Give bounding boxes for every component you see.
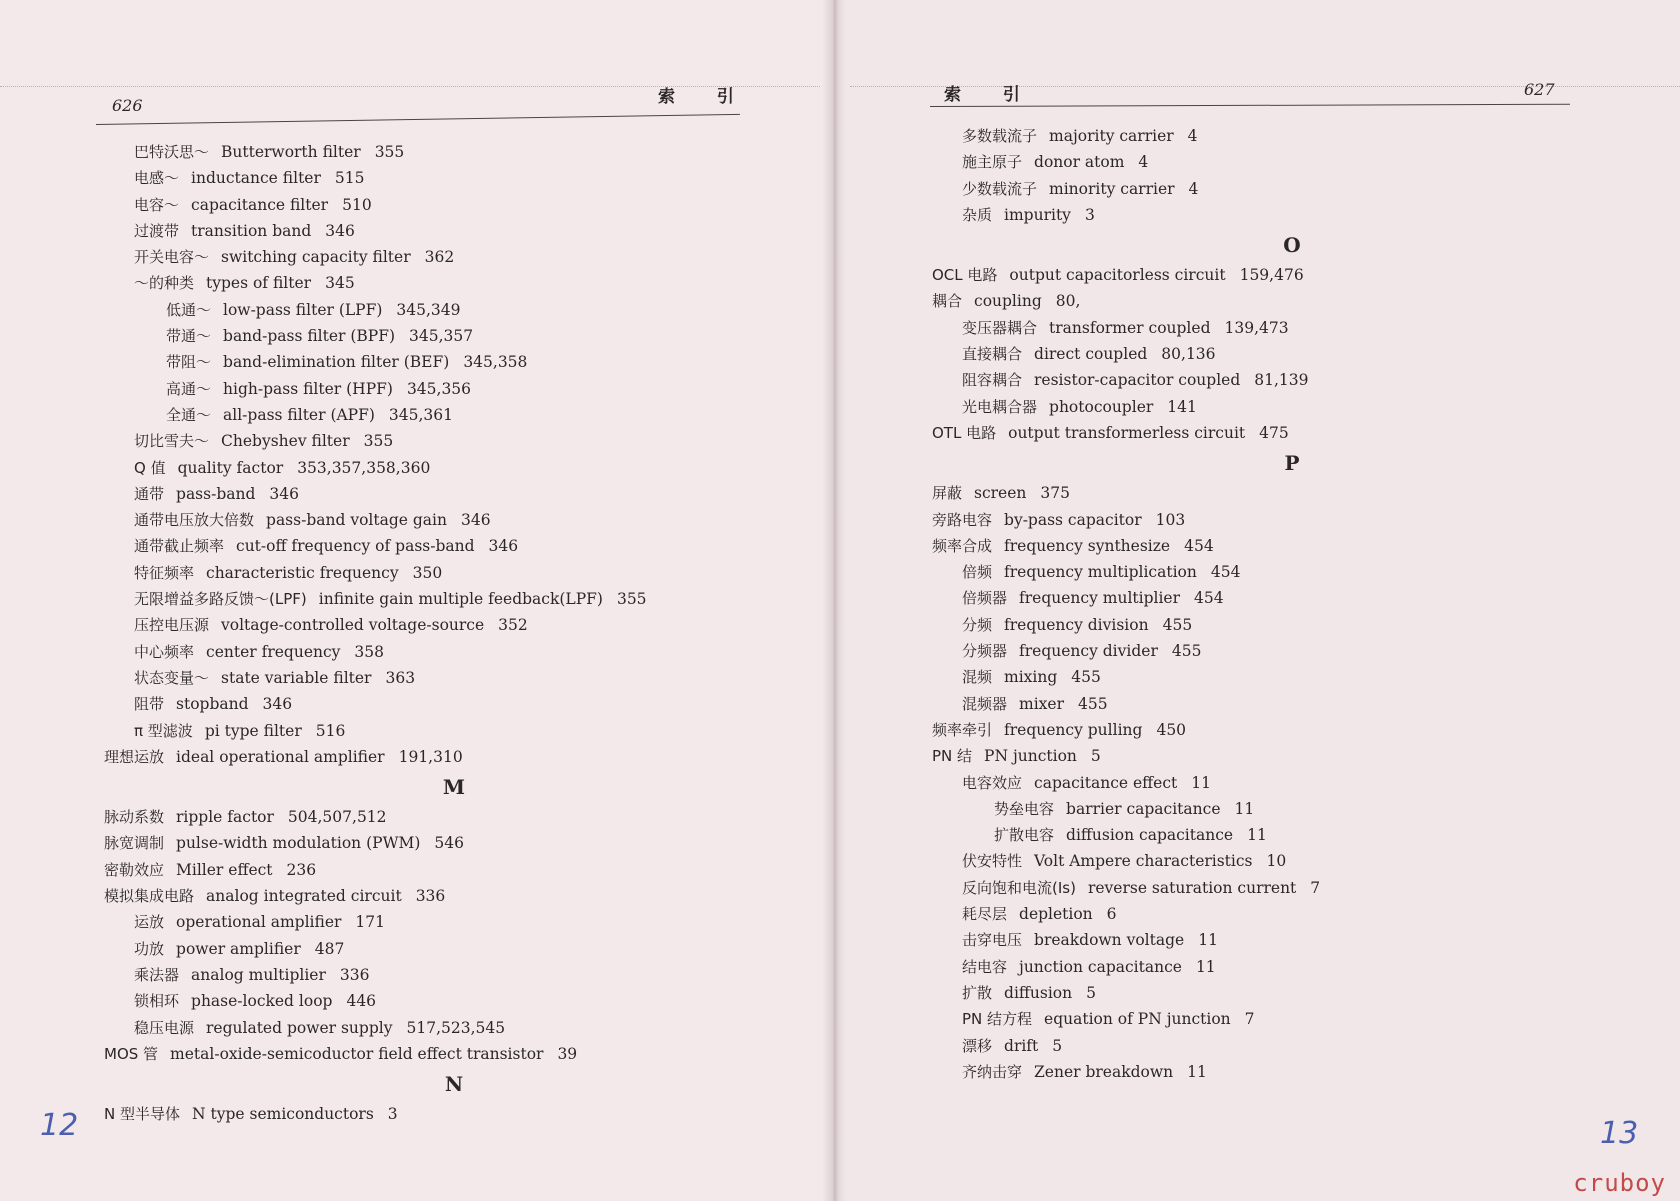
index-term-chinese: 齐纳击穿 — [962, 1062, 1023, 1081]
index-entry — [932, 123, 1652, 149]
index-term-english: analog multiplier — [191, 965, 326, 984]
index-term-chinese: 多数载流子 — [962, 127, 1038, 145]
index-term-chinese: 少数载流子 — [962, 179, 1038, 198]
index-entry — [104, 244, 804, 270]
index-term-english: Zener breakdown — [1034, 1062, 1174, 1081]
index-entry — [932, 612, 1652, 638]
index-term-english: reverse saturation current — [1087, 878, 1297, 897]
index-term-chinese: 状态变量～ — [134, 668, 210, 687]
index-page-refs: 355 — [363, 432, 394, 451]
index-term-chinese: 巴特沃思～ — [134, 143, 210, 161]
index-term-chinese: 电容效应 — [962, 773, 1023, 792]
index-entry — [932, 691, 1652, 717]
index-term-english: resistor-capacitor coupled — [1034, 371, 1241, 390]
index-entry — [104, 612, 804, 638]
index-page-refs: 475 — [1259, 423, 1289, 442]
index-term-english: characteristic frequency — [206, 563, 399, 582]
index-term-chinese: 光电耦合器 — [962, 397, 1038, 416]
section-letter: N — [444, 1072, 464, 1097]
index-page-refs: 4 — [1138, 153, 1149, 172]
index-term-english: Butterworth filter — [221, 143, 361, 161]
index-entry — [932, 901, 1652, 927]
index-entry — [104, 349, 804, 375]
index-page-refs: 487 — [314, 939, 345, 958]
index-page-refs: 5 — [1090, 747, 1101, 766]
index-entry — [932, 341, 1652, 367]
index-page-refs: 346 — [269, 484, 299, 503]
index-entry — [104, 665, 804, 691]
index-term-english: mixer — [1019, 694, 1064, 713]
index-term-chinese: 中心频率 — [134, 642, 195, 661]
index-term-chinese: 理想运放 — [104, 747, 165, 766]
index-term-english: Miller effect — [176, 860, 273, 879]
index-page-refs: 454 — [1210, 563, 1241, 582]
index-term-english: band-pass filter (BPF) — [223, 327, 396, 346]
index-term-english: by-pass capacitor — [1004, 510, 1142, 529]
index-page-refs: 11 — [1198, 931, 1218, 950]
index-page-refs: 346 — [262, 695, 293, 714]
index-entry — [932, 315, 1652, 341]
index-term-english: ripple factor — [176, 808, 274, 827]
index-term-english: frequency synthesize — [1004, 536, 1171, 555]
index-entry — [104, 376, 804, 402]
left-running-header: 索 引 — [658, 87, 752, 107]
index-page-refs: 345,357 — [409, 327, 474, 346]
index-term-chinese: 带通～ — [166, 327, 212, 346]
index-term-chinese: 通带截止频率 — [134, 537, 225, 556]
index-entry — [104, 857, 804, 883]
index-page-refs: 80, — [1055, 292, 1081, 311]
index-term-chinese: 击穿电压 — [962, 931, 1023, 950]
index-page-refs: 346 — [488, 537, 519, 556]
index-page-refs: 455 — [1162, 615, 1193, 634]
index-term-english: junction capacitance — [1019, 957, 1182, 976]
index-page-refs: 352 — [498, 616, 528, 635]
index-term-chinese: π 型滤波 — [134, 721, 193, 740]
index-page-refs: 345,356 — [406, 379, 472, 398]
index-term-chinese: 旁路电容 — [932, 510, 993, 529]
index-page-refs: 358 — [354, 642, 385, 661]
index-term-chinese: 扩散电容 — [994, 826, 1055, 845]
index-term-english: frequency division — [1004, 615, 1149, 634]
index-page-refs: 504,507,512 — [287, 808, 387, 827]
index-term-chinese: 结电容 — [962, 957, 1008, 976]
index-term-chinese: PN 结 — [932, 747, 973, 766]
index-term-chinese: 电容～ — [134, 195, 180, 214]
index-page-refs: 103 — [1155, 510, 1186, 529]
index-entry — [932, 717, 1652, 743]
index-term-chinese: 模拟集成电路 — [104, 887, 195, 906]
index-term-english: switching capacity filter — [221, 248, 411, 267]
index-page-refs: 3 — [387, 1105, 398, 1124]
index-entry — [932, 559, 1652, 585]
index-entry — [104, 586, 804, 612]
index-term-english: impurity — [1004, 205, 1071, 224]
index-term-chinese: 通带电压放大倍数 — [134, 511, 255, 530]
index-term-english: ideal operational amplifier — [176, 747, 385, 766]
index-term-english: capacitance filter — [191, 195, 329, 214]
left-page-number: 626 — [112, 96, 143, 115]
index-entry — [104, 165, 804, 191]
index-entry — [932, 420, 1652, 446]
index-page-refs: 171 — [355, 913, 386, 932]
index-page-refs: 517,523,545 — [406, 1018, 506, 1037]
index-term-chinese: ～的种类 — [134, 274, 195, 293]
index-page-refs: 455 — [1171, 642, 1202, 661]
index-term-chinese: 低通～ — [166, 300, 212, 319]
index-term-english: center frequency — [206, 642, 341, 661]
index-term-english: donor atom — [1034, 153, 1125, 172]
index-term-chinese: 电感～ — [134, 169, 180, 188]
index-term-chinese: 功放 — [134, 939, 165, 958]
index-term-english: majority carrier — [1049, 127, 1174, 145]
index-entry — [104, 507, 804, 533]
index-term-chinese: 分频 — [962, 615, 993, 634]
index-page-refs: 450 — [1156, 720, 1187, 739]
index-term-english: PN junction — [984, 747, 1077, 766]
index-entry — [932, 367, 1652, 393]
index-page-refs: 355 — [616, 590, 647, 609]
index-page-refs: 11 — [1191, 773, 1211, 792]
index-page-refs: 362 — [424, 248, 455, 267]
index-term-english: output capacitorless circuit — [1009, 266, 1226, 285]
index-page-refs: 4 — [1187, 127, 1198, 145]
index-term-chinese: 锁相环 — [134, 992, 180, 1011]
index-page-refs: 80,136 — [1161, 345, 1216, 364]
index-entry — [104, 323, 804, 349]
index-page-refs: 139,473 — [1224, 318, 1289, 337]
index-entry — [104, 297, 804, 323]
index-term-english: voltage-controlled voltage-source — [221, 616, 485, 635]
index-term-chinese: 脉动系数 — [104, 808, 165, 827]
index-term-english: infinite gain multiple feedback(LPF) — [318, 590, 603, 609]
index-page-refs: 353,357,358,360 — [297, 458, 431, 477]
index-term-english: transition band — [191, 221, 312, 240]
index-entry — [932, 638, 1652, 664]
index-entry — [932, 980, 1652, 1006]
index-term-chinese: 漂移 — [962, 1036, 993, 1055]
index-entry — [104, 533, 804, 559]
index-page-refs: 363 — [385, 668, 416, 687]
left-index-list — [104, 139, 804, 1127]
index-entry — [104, 455, 804, 481]
index-term-english: types of filter — [206, 274, 312, 293]
index-entry — [104, 718, 804, 744]
index-page-refs: 11 — [1195, 957, 1216, 976]
index-entry — [932, 954, 1652, 980]
index-page-refs: 11 — [1187, 1062, 1207, 1081]
index-entry — [932, 507, 1652, 533]
index-page-refs: 11 — [1247, 826, 1267, 845]
index-page-refs: 7 — [1310, 878, 1321, 897]
index-term-english: photocoupler — [1049, 397, 1154, 416]
index-term-english: capacitance effect — [1034, 773, 1178, 792]
index-entry — [932, 743, 1652, 769]
index-page-refs: 336 — [415, 887, 446, 906]
index-entry — [932, 262, 1652, 288]
section-letter: M — [442, 775, 466, 800]
index-page-refs: 345,361 — [388, 405, 454, 424]
index-term-english: minority carrier — [1049, 179, 1175, 198]
index-entry — [104, 639, 804, 665]
index-entry — [104, 691, 804, 717]
index-term-chinese: 倍频 — [962, 563, 993, 582]
index-term-english: drift — [1004, 1036, 1039, 1055]
index-term-english: metal-oxide-semicoductor field effect transistor — [170, 1044, 544, 1063]
index-term-english: N type semiconductors — [192, 1105, 374, 1124]
index-term-chinese: 混频器 — [962, 694, 1008, 713]
right-running-header: 索 引 — [944, 85, 1038, 105]
left-handwritten-mark: 12 — [40, 1108, 79, 1143]
index-term-english: power amplifier — [176, 939, 301, 958]
index-page-refs: 375 — [1040, 484, 1070, 503]
index-page-refs: 454 — [1194, 589, 1224, 608]
index-term-chinese: 耦合 — [932, 292, 963, 311]
index-term-chinese: 带阻～ — [166, 353, 212, 372]
index-term-chinese: PN 结方程 — [962, 1010, 1033, 1029]
index-term-chinese: 倍频器 — [962, 589, 1008, 608]
index-term-english: diffusion — [1004, 983, 1073, 1002]
index-page-refs: 336 — [339, 965, 370, 984]
index-page-refs: 346 — [325, 221, 355, 240]
index-page-refs: 516 — [315, 721, 346, 740]
index-page-refs: 345,349 — [396, 300, 461, 319]
index-term-chinese: Q 值 — [134, 458, 166, 477]
index-term-chinese: 阻带 — [134, 695, 165, 714]
index-page-refs: 6 — [1106, 905, 1117, 924]
index-page-refs: 81,139 — [1254, 371, 1309, 390]
index-entry — [104, 428, 804, 454]
index-page-refs: 350 — [412, 563, 443, 582]
index-page-refs: 455 — [1078, 694, 1108, 713]
index-term-chinese: 屏蔽 — [932, 484, 963, 503]
index-term-chinese: 特征频率 — [134, 563, 195, 582]
index-term-english: state variable filter — [221, 668, 372, 687]
section-letter: P — [1284, 451, 1300, 476]
index-entry — [932, 202, 1652, 228]
index-term-chinese: 施主原子 — [962, 153, 1023, 172]
right-page-number: 627 — [1524, 80, 1555, 99]
index-entry — [104, 988, 804, 1014]
index-page-refs: 345 — [325, 274, 355, 293]
index-term-chinese: 压控电压源 — [134, 616, 210, 635]
index-term-english: diffusion capacitance — [1066, 826, 1234, 845]
index-entry — [104, 936, 804, 962]
index-term-chinese: 变压器耦合 — [962, 318, 1038, 337]
index-entry — [104, 481, 804, 507]
index-term-english: low-pass filter (LPF) — [223, 300, 383, 319]
right-handwritten-mark: 13 — [1600, 1116, 1639, 1151]
index-term-english: all-pass filter (APF) — [223, 405, 375, 424]
index-page-refs: 455 — [1071, 668, 1101, 687]
book-gutter — [822, 0, 846, 1201]
index-entry — [932, 176, 1652, 202]
index-term-english: pass-band voltage gain — [266, 511, 447, 530]
index-term-english: analog integrated circuit — [206, 887, 402, 906]
index-term-chinese: N 型半导体 — [104, 1105, 180, 1124]
index-entry — [932, 875, 1652, 901]
index-entry — [932, 796, 1652, 822]
index-term-chinese: 运放 — [134, 913, 165, 932]
index-term-chinese: 全通～ — [166, 405, 212, 424]
index-term-english: mixing — [1004, 668, 1058, 687]
index-term-english: frequency divider — [1019, 642, 1158, 661]
index-entry — [932, 394, 1652, 420]
scanner-watermark: cruboy — [1573, 1169, 1666, 1197]
index-term-chinese: 伏安特性 — [962, 852, 1023, 871]
index-term-chinese: 切比雪夫～ — [134, 432, 210, 451]
index-term-chinese: 无限增益多路反馈～(LPF) — [134, 590, 307, 609]
index-term-english: pulse-width modulation (PWM) — [176, 834, 421, 853]
index-entry — [104, 192, 804, 218]
index-term-chinese: 通带 — [134, 484, 165, 503]
index-entry — [104, 1041, 804, 1067]
index-term-english: regulated power supply — [206, 1018, 393, 1037]
index-entry — [932, 1033, 1652, 1059]
index-entry — [104, 962, 804, 988]
section-letter: O — [1283, 233, 1301, 258]
index-term-english: quality factor — [177, 458, 284, 477]
index-entry — [104, 909, 804, 935]
index-page-refs: 346 — [460, 511, 491, 530]
index-entry — [932, 822, 1652, 848]
index-entry — [104, 744, 804, 770]
index-term-english: breakdown voltage — [1034, 931, 1185, 950]
index-term-chinese: 分频器 — [962, 642, 1008, 661]
index-term-chinese: OCL 电路 — [932, 266, 998, 285]
index-entry — [932, 149, 1652, 175]
index-term-english: pass-band — [176, 484, 256, 503]
index-term-chinese: 高通～ — [166, 379, 212, 398]
index-term-english: stopband — [176, 695, 249, 714]
index-term-english: frequency multiplier — [1019, 589, 1181, 608]
index-entry — [104, 1101, 804, 1127]
index-term-english: transformer coupled — [1049, 318, 1211, 337]
index-term-chinese: 频率牵引 — [932, 720, 993, 739]
index-entry — [104, 270, 804, 296]
index-page-refs: 4 — [1188, 179, 1199, 198]
index-term-english: pi type filter — [204, 721, 302, 740]
index-term-chinese: 反向饱和电流(Is) — [962, 878, 1076, 897]
index-page-refs: 7 — [1244, 1010, 1255, 1029]
index-term-english: depletion — [1019, 905, 1093, 924]
index-page-refs: 39 — [557, 1044, 578, 1063]
index-term-english: frequency multiplication — [1004, 563, 1197, 582]
index-term-english: output transformerless circuit — [1008, 423, 1246, 442]
index-page-refs: 159,476 — [1239, 266, 1304, 285]
index-term-chinese: 脉宽调制 — [104, 834, 165, 853]
index-term-english: band-elimination filter (BEF) — [223, 353, 450, 372]
index-term-chinese: OTL 电路 — [932, 423, 997, 442]
index-term-english: coupling — [974, 292, 1042, 311]
index-term-chinese: 稳压电源 — [134, 1018, 195, 1037]
index-entry — [104, 804, 804, 830]
index-term-english: direct coupled — [1034, 345, 1148, 364]
index-term-english: frequency pulling — [1004, 720, 1143, 739]
index-term-english: inductance filter — [191, 169, 321, 188]
index-page-refs: 355 — [374, 143, 405, 161]
index-page-refs: 454 — [1184, 536, 1214, 555]
index-term-english: cut-off frequency of pass-band — [236, 537, 475, 556]
index-term-english: phase-locked loop — [191, 992, 333, 1011]
index-term-chinese: 乘法器 — [134, 965, 180, 984]
index-term-chinese: 耗尽层 — [962, 905, 1008, 924]
index-page-refs: 5 — [1086, 983, 1096, 1002]
right-index-list — [932, 123, 1652, 1085]
index-term-english: high-pass filter (HPF) — [223, 379, 393, 398]
index-entry — [104, 883, 804, 909]
index-page-refs: 236 — [286, 860, 317, 879]
index-entry — [932, 288, 1652, 314]
index-term-english: barrier capacitance — [1066, 799, 1221, 818]
index-entry — [932, 1059, 1652, 1085]
index-entry — [104, 1015, 804, 1041]
index-entry — [932, 927, 1652, 953]
index-term-chinese: 密勒效应 — [104, 860, 165, 879]
index-term-english: operational amplifier — [176, 913, 342, 932]
index-term-chinese: 杂质 — [962, 205, 993, 224]
index-term-chinese: 阻容耦合 — [962, 371, 1023, 390]
index-term-chinese: 频率合成 — [932, 536, 993, 555]
index-term-chinese: MOS 管 — [104, 1044, 159, 1063]
index-page-refs: 515 — [334, 169, 365, 188]
index-page-refs: 5 — [1052, 1036, 1063, 1055]
index-entry — [932, 585, 1652, 611]
index-term-english: Volt Ampere characteristics — [1034, 852, 1253, 871]
index-page-refs: 3 — [1084, 205, 1095, 224]
index-entry — [932, 533, 1652, 559]
index-page-refs: 345,358 — [463, 353, 528, 372]
index-term-english: equation of PN junction — [1044, 1010, 1231, 1029]
index-page-refs: 191,310 — [398, 747, 463, 766]
index-term-chinese: 势垒电容 — [994, 799, 1055, 818]
index-page-refs: 546 — [434, 834, 465, 853]
index-page-refs: 141 — [1167, 397, 1197, 416]
index-page-refs: 11 — [1234, 799, 1255, 818]
index-entry — [932, 770, 1652, 796]
index-entry — [104, 560, 804, 586]
index-entry — [104, 830, 804, 856]
index-entry — [932, 1006, 1652, 1032]
index-term-chinese: 开关电容～ — [134, 248, 210, 267]
index-term-chinese: 过渡带 — [134, 221, 180, 240]
index-entry — [104, 218, 804, 244]
index-page-refs: 10 — [1266, 852, 1287, 871]
index-entry — [104, 139, 804, 165]
index-entry — [932, 664, 1652, 690]
index-page-refs: 510 — [342, 195, 372, 214]
index-entry — [932, 848, 1652, 874]
index-term-chinese: 混频 — [962, 668, 993, 687]
index-term-chinese: 扩散 — [962, 983, 993, 1002]
index-term-english: Chebyshev filter — [221, 432, 350, 451]
index-entry — [104, 402, 804, 428]
index-entry — [932, 480, 1652, 506]
index-term-english: screen — [974, 484, 1027, 503]
index-term-chinese: 直接耦合 — [962, 345, 1023, 364]
index-page-refs: 446 — [346, 992, 377, 1011]
